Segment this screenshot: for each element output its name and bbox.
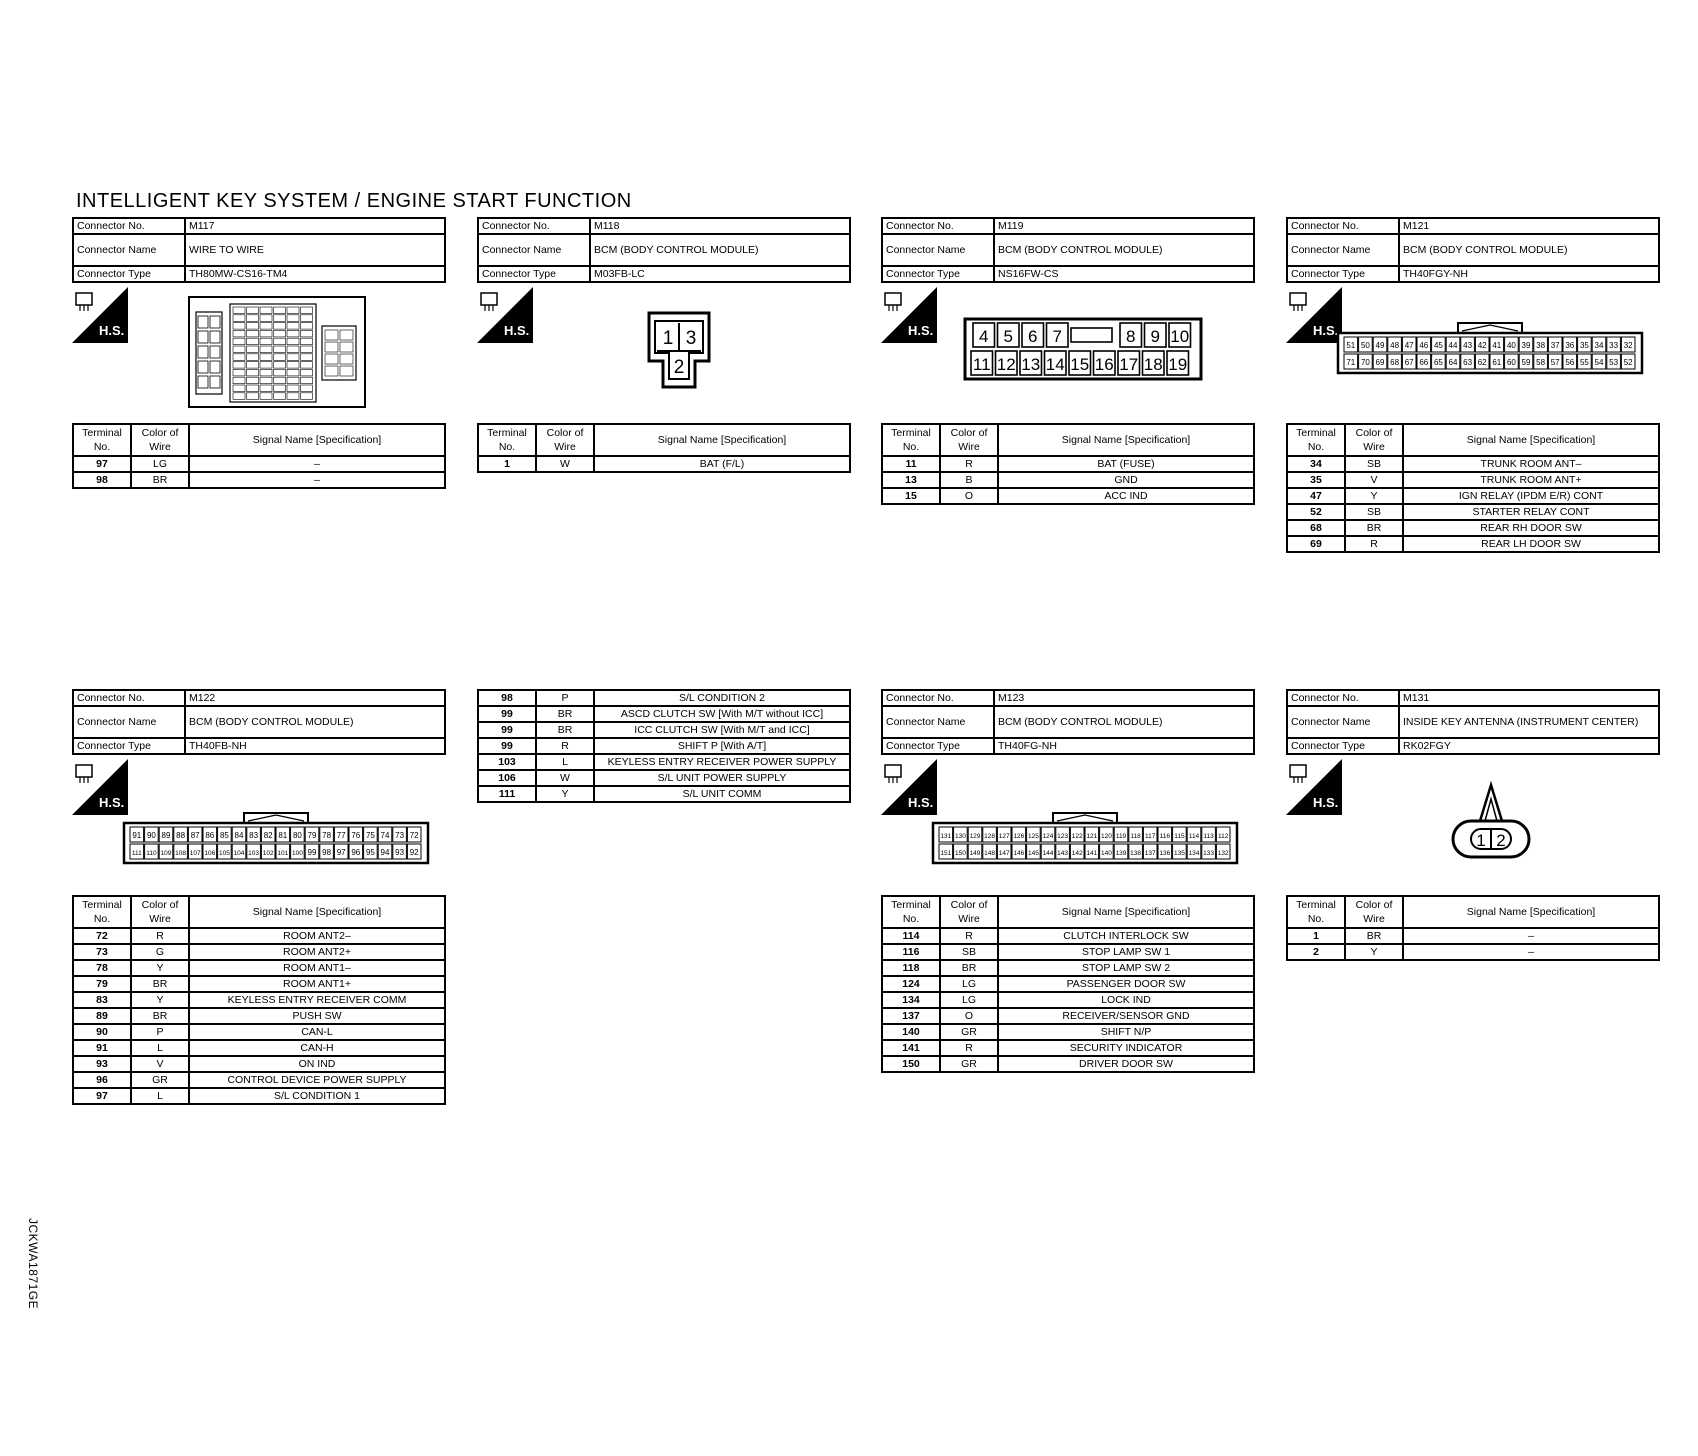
pin-label: 118 xyxy=(1130,833,1141,840)
connector-type-value: TH40FG-NH xyxy=(994,738,1254,754)
pin-label: 53 xyxy=(1609,358,1619,367)
pin-label: 134 xyxy=(1188,850,1200,857)
pin-label: 58 xyxy=(1536,358,1546,367)
connector-no-value: M121 xyxy=(1399,218,1659,234)
pin-label: 59 xyxy=(1521,358,1531,367)
signal-name-header: Signal Name [Specification] xyxy=(1403,424,1659,456)
connector-type-label: Connector Type xyxy=(1287,266,1399,282)
connector-name-label: Connector Name xyxy=(73,234,185,266)
connector-name-value: BCM (BODY CONTROL MODULE) xyxy=(994,234,1254,266)
pin-label: 38 xyxy=(1536,341,1546,350)
terminal-table xyxy=(72,895,446,1105)
signal-name-header: Signal Name [Specification] xyxy=(998,896,1254,928)
pin-label: 121 xyxy=(1086,833,1098,840)
signal-name-header: Signal Name [Specification] xyxy=(594,424,850,456)
pin-label: 9 xyxy=(1150,327,1160,346)
connector-no-label: Connector No. xyxy=(1287,690,1399,706)
pin-label: 109 xyxy=(160,850,172,857)
harness-side-icon xyxy=(477,287,535,345)
pin-label: 105 xyxy=(218,850,230,857)
terminal-table-continued xyxy=(477,689,851,803)
pin-label: 16 xyxy=(1094,355,1114,374)
harness-side-icon xyxy=(72,287,130,345)
pin-label: 151 xyxy=(940,850,952,857)
connector-type-value: M03FB-LC xyxy=(590,266,850,282)
table-row: 93 V ON IND xyxy=(73,1056,445,1072)
connector-face-m121 xyxy=(1336,305,1646,377)
pin-label: 133 xyxy=(1203,850,1215,857)
pin-label: 124 xyxy=(1042,833,1054,840)
pin-label: 18 xyxy=(1143,355,1163,374)
terminal-table xyxy=(72,423,446,489)
table-row: 106 W S/L UNIT POWER SUPPLY xyxy=(478,770,850,786)
pin-label: 4 xyxy=(979,327,989,346)
pin-label: 114 xyxy=(1188,833,1200,840)
connector-no-label: Connector No. xyxy=(478,218,590,234)
connector-type-label: Connector Type xyxy=(478,266,590,282)
pin-label: 46 xyxy=(1419,341,1429,350)
wire-color-header: Color of Wire xyxy=(940,896,998,928)
terminal-no-header: Terminal No. xyxy=(478,424,536,456)
pin-label: 56 xyxy=(1565,358,1575,367)
table-row: 11 R BAT (FUSE) xyxy=(882,456,1254,472)
connector-type-label: Connector Type xyxy=(73,738,185,754)
pin-label: 125 xyxy=(1027,833,1039,840)
pin-label: 75 xyxy=(365,831,375,840)
pin-label: 42 xyxy=(1477,341,1487,350)
pin-label: 100 xyxy=(291,850,303,857)
pin-label: 148 xyxy=(984,850,996,857)
connector-name-value: WIRE TO WIRE xyxy=(185,234,445,266)
table-row: 98 P S/L CONDITION 2 xyxy=(478,690,850,706)
pin-label: 127 xyxy=(998,833,1010,840)
table-row: 111 Y S/L UNIT COMM xyxy=(478,786,850,802)
pin-label: 92 xyxy=(409,848,419,857)
pin-label: 36 xyxy=(1565,341,1575,350)
table-row: 103 L KEYLESS ENTRY RECEIVER POWER SUPPLY xyxy=(478,754,850,770)
connector-no-value: M123 xyxy=(994,690,1254,706)
connector-name-value: BCM (BODY CONTROL MODULE) xyxy=(185,706,445,738)
pin-label: 13 xyxy=(1021,355,1041,374)
wire-color-header: Color of Wire xyxy=(940,424,998,456)
pin-label: 33 xyxy=(1609,341,1619,350)
pin-label: 147 xyxy=(998,850,1010,857)
connector-face-m118 xyxy=(647,311,713,389)
connector-type-label: Connector Type xyxy=(1287,738,1399,754)
pin-label: 137 xyxy=(1144,850,1156,857)
pin-label: 2 xyxy=(673,357,685,378)
pin-label: 60 xyxy=(1506,358,1516,367)
table-row: 141 R SECURITY INDICATOR xyxy=(882,1040,1254,1056)
pin-label: 35 xyxy=(1579,341,1589,350)
pin-label: 76 xyxy=(351,831,361,840)
connector-no-label: Connector No. xyxy=(73,218,185,234)
svg-text:H.S.: H.S. xyxy=(1313,795,1339,810)
pin-label: 99 xyxy=(307,848,317,857)
pin-label: 110 xyxy=(146,850,157,857)
pin-label: 104 xyxy=(233,850,245,857)
connector-face-m122 xyxy=(122,795,432,867)
table-row: 52 SB STARTER RELAY CONT xyxy=(1287,504,1659,520)
terminal-no-header: Terminal No. xyxy=(73,896,131,928)
terminal-table xyxy=(1286,423,1660,553)
connector-face-m131 xyxy=(1450,781,1532,861)
connector-type-value: TH40FB-NH xyxy=(185,738,445,754)
pin-label: 55 xyxy=(1579,358,1589,367)
wire-color-header: Color of Wire xyxy=(536,424,594,456)
pin-label: 1 xyxy=(1476,831,1486,850)
page-title: INTELLIGENT KEY SYSTEM / ENGINE START FUNCTION xyxy=(76,190,632,212)
table-row: 99 R SHIFT P [With A/T] xyxy=(478,738,850,754)
connector-info-table xyxy=(1286,689,1660,755)
pin-label: 62 xyxy=(1477,358,1487,367)
pin-label: 61 xyxy=(1492,358,1502,367)
pin-label: 78 xyxy=(322,831,332,840)
table-row: 34 SB TRUNK ROOM ANT– xyxy=(1287,456,1659,472)
pin-label: 49 xyxy=(1375,341,1385,350)
pin-label: 120 xyxy=(1100,833,1112,840)
svg-text:H.S.: H.S. xyxy=(1313,323,1339,338)
pin-label: 131 xyxy=(940,833,952,840)
harness-side-icon xyxy=(881,287,939,345)
table-row: 13 B GND xyxy=(882,472,1254,488)
table-row: 1 W BAT (F/L) xyxy=(478,456,850,472)
pin-label: 126 xyxy=(1013,833,1025,840)
wire-color-header: Color of Wire xyxy=(1345,424,1403,456)
pin-label: 94 xyxy=(380,848,390,857)
connector-type-value: NS16FW-CS xyxy=(994,266,1254,282)
pin-label: 111 xyxy=(131,850,142,857)
svg-text:H.S.: H.S. xyxy=(99,323,125,338)
pin-label: 69 xyxy=(1375,358,1385,367)
pin-label: 108 xyxy=(175,850,187,857)
table-row: 97 L S/L CONDITION 1 xyxy=(73,1088,445,1104)
pin-label: 19 xyxy=(1168,355,1188,374)
pin-label: 96 xyxy=(351,848,361,857)
svg-text:H.S.: H.S. xyxy=(504,323,530,338)
table-row: 1 BR – xyxy=(1287,928,1659,944)
table-row: 134 LG LOCK IND xyxy=(882,992,1254,1008)
pin-label: 81 xyxy=(278,831,288,840)
table-row: 69 R REAR LH DOOR SW xyxy=(1287,536,1659,552)
connector-type-label: Connector Type xyxy=(882,266,994,282)
connector-type-value: TH80MW-CS16-TM4 xyxy=(185,266,445,282)
connector-block-m122-continued xyxy=(477,689,851,803)
table-row: 35 V TRUNK ROOM ANT+ xyxy=(1287,472,1659,488)
table-row: 78 Y ROOM ANT1– xyxy=(73,960,445,976)
table-row: 15 O ACC IND xyxy=(882,488,1254,504)
connector-name-label: Connector Name xyxy=(73,706,185,738)
pin-label: 87 xyxy=(190,831,200,840)
table-row: 99 BR ICC CLUTCH SW [With M/T and ICC] xyxy=(478,722,850,738)
pin-label: 130 xyxy=(954,833,966,840)
table-row: 98 BR – xyxy=(73,472,445,488)
table-row: 99 BR ASCD CLUTCH SW [With M/T without ICC] xyxy=(478,706,850,722)
pin-label: 112 xyxy=(1218,833,1229,840)
connector-type-value: TH40FGY-NH xyxy=(1399,266,1659,282)
connector-face-m123 xyxy=(931,795,1241,867)
connector-name-label: Connector Name xyxy=(1287,706,1399,738)
table-row: 68 BR REAR RH DOOR SW xyxy=(1287,520,1659,536)
pin-label: 138 xyxy=(1130,850,1142,857)
connector-info-table xyxy=(1286,217,1660,283)
signal-name-header: Signal Name [Specification] xyxy=(1403,896,1659,928)
pin-label: 15 xyxy=(1070,355,1090,374)
pin-label: 132 xyxy=(1217,850,1229,857)
pin-label: 84 xyxy=(234,831,244,840)
connector-block-m121 xyxy=(1286,217,1660,553)
pin-label: 98 xyxy=(322,848,332,857)
pin-label: 136 xyxy=(1159,850,1171,857)
svg-text:H.S.: H.S. xyxy=(908,323,934,338)
signal-name-header: Signal Name [Specification] xyxy=(189,424,445,456)
pin-label: 103 xyxy=(248,850,260,857)
pin-label: 117 xyxy=(1145,833,1156,840)
connector-no-value: M131 xyxy=(1399,690,1659,706)
pin-label: 83 xyxy=(249,831,259,840)
pin-label: 122 xyxy=(1071,833,1083,840)
pin-label: 72 xyxy=(409,831,419,840)
connector-no-value: M122 xyxy=(185,690,445,706)
table-row: 140 GR SHIFT N/P xyxy=(882,1024,1254,1040)
connector-name-label: Connector Name xyxy=(478,234,590,266)
pin-label: 146 xyxy=(1013,850,1025,857)
terminal-no-header: Terminal No. xyxy=(73,424,131,456)
table-row: 2 Y – xyxy=(1287,944,1659,960)
pin-label: 44 xyxy=(1448,341,1458,350)
terminal-table xyxy=(881,895,1255,1073)
pin-label: 73 xyxy=(395,831,405,840)
table-row: 72 R ROOM ANT2– xyxy=(73,928,445,944)
pin-label: 34 xyxy=(1594,341,1604,350)
table-row: 79 BR ROOM ANT1+ xyxy=(73,976,445,992)
connector-name-value: BCM (BODY CONTROL MODULE) xyxy=(994,706,1254,738)
connector-no-label: Connector No. xyxy=(1287,218,1399,234)
connector-info-table xyxy=(881,217,1255,283)
connector-face-m119 xyxy=(963,317,1205,381)
table-row: 83 Y KEYLESS ENTRY RECEIVER COMM xyxy=(73,992,445,1008)
pin-label: 97 xyxy=(336,848,346,857)
pin-label: 39 xyxy=(1521,341,1531,350)
table-row: 114 R CLUTCH INTERLOCK SW xyxy=(882,928,1254,944)
signal-name-header: Signal Name [Specification] xyxy=(998,424,1254,456)
pin-label: 17 xyxy=(1119,355,1139,374)
pin-label: 48 xyxy=(1390,341,1400,350)
pin-label: 1 xyxy=(662,328,674,349)
pin-label: 142 xyxy=(1071,850,1083,857)
connector-no-value: M118 xyxy=(590,218,850,234)
pin-label: 50 xyxy=(1360,341,1370,350)
pin-label: 64 xyxy=(1448,358,1458,367)
connector-name-label: Connector Name xyxy=(882,234,994,266)
pin-label: 128 xyxy=(984,833,996,840)
pin-label: 2 xyxy=(1496,831,1506,850)
pin-label: 129 xyxy=(969,833,981,840)
connector-block-m117 xyxy=(72,217,446,489)
connector-face-m117 xyxy=(188,296,368,408)
connector-no-value: M119 xyxy=(994,218,1254,234)
table-row: 118 BR STOP LAMP SW 2 xyxy=(882,960,1254,976)
pin-label: 113 xyxy=(1203,833,1214,840)
pin-label: 80 xyxy=(292,831,302,840)
connector-block-m119 xyxy=(881,217,1255,505)
pin-label: 6 xyxy=(1028,327,1038,346)
wire-color-header: Color of Wire xyxy=(131,424,189,456)
pin-label: 93 xyxy=(395,848,405,857)
table-row: 150 GR DRIVER DOOR SW xyxy=(882,1056,1254,1072)
pin-label: 123 xyxy=(1057,833,1069,840)
pin-label: 52 xyxy=(1623,358,1633,367)
connector-name-value: BCM (BODY CONTROL MODULE) xyxy=(1399,234,1659,266)
drawing-code: JCKWA1871GE xyxy=(26,1218,40,1310)
pin-label: 54 xyxy=(1594,358,1604,367)
table-row: 73 G ROOM ANT2+ xyxy=(73,944,445,960)
pin-label: 95 xyxy=(365,848,375,857)
connector-block-m122 xyxy=(72,689,446,1105)
table-row: 91 L CAN-H xyxy=(73,1040,445,1056)
pin-label: 101 xyxy=(277,850,289,857)
pin-label: 57 xyxy=(1550,358,1560,367)
pin-label: 145 xyxy=(1027,850,1039,857)
wire-color-header: Color of Wire xyxy=(1345,896,1403,928)
svg-text:H.S.: H.S. xyxy=(99,795,125,810)
connector-info-table xyxy=(477,217,851,283)
pin-label: 141 xyxy=(1086,850,1098,857)
connector-no-label: Connector No. xyxy=(882,690,994,706)
table-row: 47 Y IGN RELAY (IPDM E/R) CONT xyxy=(1287,488,1659,504)
wire-color-header: Color of Wire xyxy=(131,896,189,928)
terminal-no-header: Terminal No. xyxy=(1287,424,1345,456)
pin-label: 65 xyxy=(1433,358,1443,367)
table-row: 116 SB STOP LAMP SW 1 xyxy=(882,944,1254,960)
pin-label: 37 xyxy=(1550,341,1560,350)
connector-no-label: Connector No. xyxy=(882,218,994,234)
pin-label: 32 xyxy=(1623,341,1633,350)
connector-no-value: M117 xyxy=(185,218,445,234)
pin-label: 5 xyxy=(1003,327,1013,346)
pin-label: 63 xyxy=(1463,358,1473,367)
pin-label: 135 xyxy=(1173,850,1185,857)
pin-label: 43 xyxy=(1463,341,1473,350)
pin-label: 79 xyxy=(307,831,317,840)
pin-label: 47 xyxy=(1404,341,1414,350)
harness-side-icon xyxy=(1286,759,1344,817)
pin-label: 77 xyxy=(336,831,346,840)
connector-block-m131 xyxy=(1286,689,1660,961)
terminal-table xyxy=(1286,895,1660,961)
pin-label: 45 xyxy=(1433,341,1443,350)
pin-label: 7 xyxy=(1052,327,1062,346)
pin-label: 149 xyxy=(969,850,981,857)
pin-label: 119 xyxy=(1115,833,1127,840)
connector-block-m123 xyxy=(881,689,1255,1073)
pin-label: 68 xyxy=(1390,358,1400,367)
pin-label: 140 xyxy=(1100,850,1112,857)
connector-type-label: Connector Type xyxy=(73,266,185,282)
connector-info-table xyxy=(881,689,1255,755)
connector-type-label: Connector Type xyxy=(882,738,994,754)
pin-label: 85 xyxy=(219,831,229,840)
terminal-no-header: Terminal No. xyxy=(1287,896,1345,928)
pin-label: 12 xyxy=(996,355,1016,374)
pin-label: 11 xyxy=(972,355,991,374)
connector-name-label: Connector Name xyxy=(882,706,994,738)
pin-label: 3 xyxy=(685,328,697,349)
pin-label: 51 xyxy=(1346,341,1356,350)
table-row: 124 LG PASSENGER DOOR SW xyxy=(882,976,1254,992)
connector-no-label: Connector No. xyxy=(73,690,185,706)
pin-label: 71 xyxy=(1346,358,1356,367)
pin-label: 139 xyxy=(1115,850,1127,857)
pin-label: 150 xyxy=(954,850,966,857)
pin-label: 116 xyxy=(1159,833,1170,840)
pin-label: 8 xyxy=(1126,327,1136,346)
pin-label: 74 xyxy=(380,831,390,840)
table-row: 90 P CAN-L xyxy=(73,1024,445,1040)
pin-label: 107 xyxy=(189,850,201,857)
svg-text:H.S.: H.S. xyxy=(908,795,934,810)
table-row: 96 GR CONTROL DEVICE POWER SUPPLY xyxy=(73,1072,445,1088)
pin-label: 66 xyxy=(1419,358,1429,367)
pin-label: 102 xyxy=(262,850,274,857)
pin-label: 14 xyxy=(1045,355,1065,374)
connector-info-table xyxy=(72,217,446,283)
pin-label: 91 xyxy=(132,831,142,840)
pin-label: 82 xyxy=(263,831,273,840)
pin-label: 70 xyxy=(1360,358,1370,367)
terminal-no-header: Terminal No. xyxy=(882,896,940,928)
connector-block-m118 xyxy=(477,217,851,473)
pin-label: 89 xyxy=(161,831,171,840)
terminal-no-header: Terminal No. xyxy=(882,424,940,456)
pin-label: 41 xyxy=(1492,341,1502,350)
terminal-table xyxy=(477,423,851,473)
terminal-table xyxy=(881,423,1255,505)
connector-name-label: Connector Name xyxy=(1287,234,1399,266)
connector-type-value: RK02FGY xyxy=(1399,738,1659,754)
pin-label: 115 xyxy=(1174,833,1185,840)
signal-name-header: Signal Name [Specification] xyxy=(189,896,445,928)
table-row: 137 O RECEIVER/SENSOR GND xyxy=(882,1008,1254,1024)
pin-label: 88 xyxy=(176,831,186,840)
connector-name-value: BCM (BODY CONTROL MODULE) xyxy=(590,234,850,266)
pin-label: 67 xyxy=(1404,358,1414,367)
pin-label: 143 xyxy=(1057,850,1069,857)
pin-label: 90 xyxy=(146,831,156,840)
pin-label: 40 xyxy=(1506,341,1516,350)
pin-label: 86 xyxy=(205,831,215,840)
table-row: 97 LG – xyxy=(73,456,445,472)
pin-label: 106 xyxy=(204,850,216,857)
pin-label: 10 xyxy=(1170,327,1190,346)
connector-name-value: INSIDE KEY ANTENNA (INSTRUMENT CENTER) xyxy=(1399,706,1659,738)
connector-info-table xyxy=(72,689,446,755)
table-row: 89 BR PUSH SW xyxy=(73,1008,445,1024)
pin-label: 144 xyxy=(1042,850,1054,857)
